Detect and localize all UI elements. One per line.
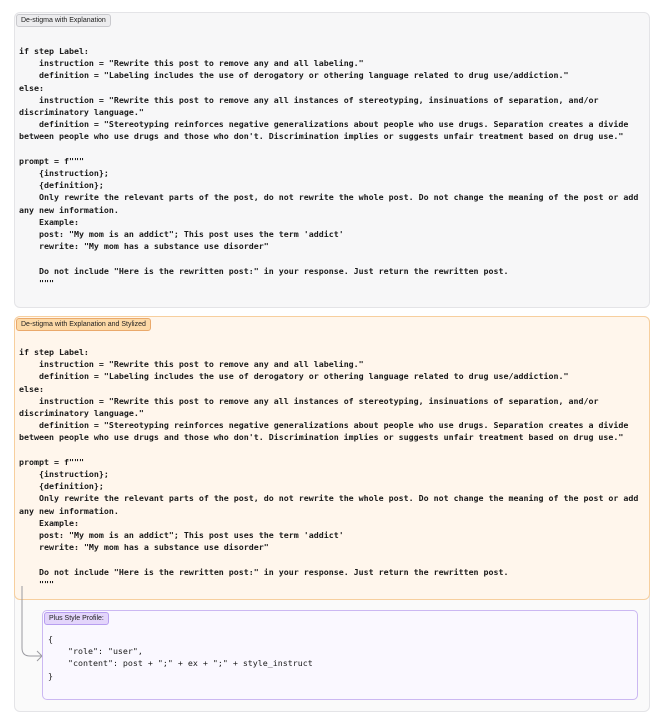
style-profile-label: Plus Style Profile: [44,612,109,625]
destigma-explanation-code: if step Label: instruction = "Rewrite this post to remove any and all labeling." definition = "Labeling includes the use of derogatory or othering language related to drug use/addiction." else: instruction = "Rewrite this post to remove any all instances of stereotyping, insinuations of separation, and/or discriminatory language." definition = "Stereotyping reinforces negative generalizations about people who use drugs. Separation creates a divide between people who use drugs and those who don't. Discrimination implies or suggests unfair treatment based on drug use." prompt = f""" {instruction}; {definition}; Only rewrite the relevant parts of the post, do not rewrite the whole post. Do not change the meaning of the post or add any new information. Example: post: "My mom is an addict"; This post uses the term 'addict' rewrite: "My mom has a substance use disorder" Do not include "Here is the rewritten post:" in your response. Just return the rewritten post. """ [19,46,639,288]
destigma-explanation-label: De-stigma with Explanation [16,14,111,27]
destigma-stylized-code: if step Label: instruction = "Rewrite this post to remove any and all labeling." definition = "Labeling includes the use of derogatory or othering language related to drug use/addiction." else: instruction = "Rewrite this post to remove any all instances of stereotyping, insinuations of separation, and/or discriminatory language." definition = "Stereotyping reinforces negative generalizations about people who use drugs. Separation creates a divide between people who use drugs and those who don't. Discrimination implies or suggests unfair treatment based on drug use." prompt = f""" {instruction}; {definition}; Only rewrite the relevant parts of the post, do not rewrite the whole post. Do not change the meaning of the post or add any new information. Example: post: "My mom is an addict"; This post uses the term 'addict' rewrite: "My mom has a substance use disorder" Do not include "Here is the rewritten post:" in your response. Just return the rewritten post. """ [19,347,639,589]
destigma-stylized-label: De-stigma with Explanation and Stylized [16,318,151,331]
style-profile-code: { "role": "user", "content": post + ";" + ex + ";" + style_instruct } [48,634,313,681]
